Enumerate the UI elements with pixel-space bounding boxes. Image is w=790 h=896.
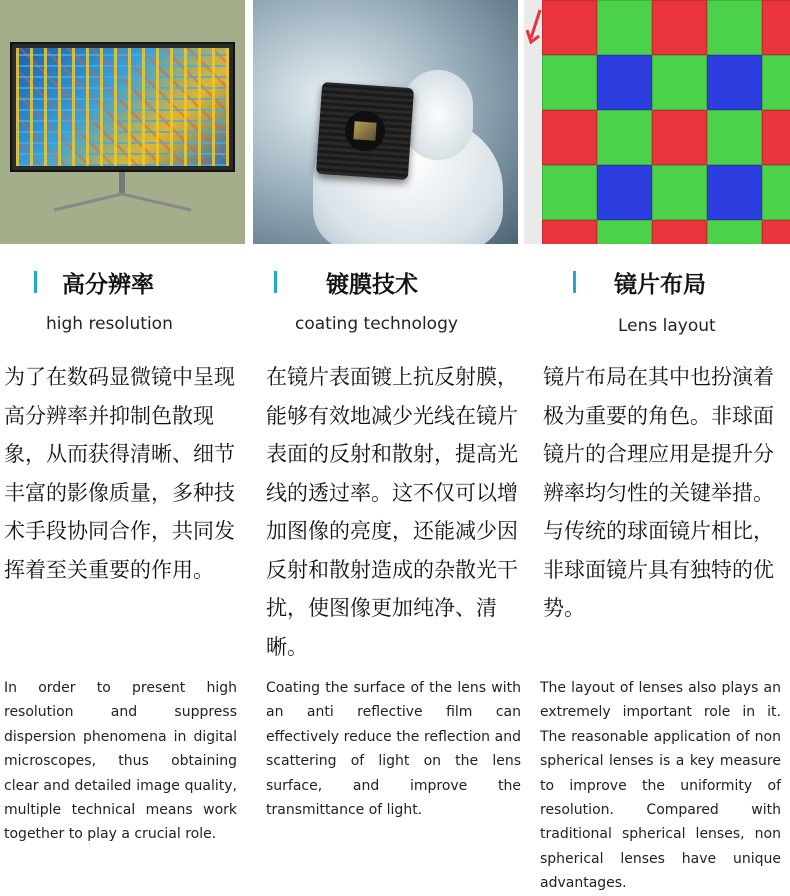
heading-coating-technology bbox=[274, 266, 277, 298]
body-zh: 为了在数码显微镜中呈现高分辨率并抑制色散现象，从而获得清晰、细节丰富的影像质量，多种技术手段协同合作，共同发挥着至关重要的作用。 bbox=[4, 365, 235, 582]
title-zh: 高分辨率 bbox=[62, 272, 154, 298]
accent-bar bbox=[274, 271, 277, 293]
heading-lens-layout bbox=[573, 266, 576, 298]
body-zh: 镜片布局在其中也扮演着极为重要的角色。非球面镜片的合理应用是提升分辨率均匀性的关键举措。与传统的球面镜片相比，非球面镜片具有独特的优势。 bbox=[543, 365, 774, 620]
body-en: Coating the surface of the lens with an anti reflective film can effectively reduce the reflection and scattering of light on the lens surface, and improve the transmittance of light. bbox=[266, 680, 521, 819]
title-en: high resolution bbox=[46, 314, 173, 334]
body-en: In order to present high resolution and suppress dispersion phenomena in digital microscopes, thus obtaining clear and detailed image quality, multiple technical means work together to play a crucial role. bbox=[4, 680, 237, 843]
monitor-icon bbox=[10, 42, 235, 172]
body-zh: 在镜片表面镀上抗反射膜，能够有效地减少光线在镜片表面的反射和散射，提高光线的透过率。这不仅可以增加图像的亮度，还能减少因反射和散射造成的杂散光干扰，使图像更加纯净、清晰。 bbox=[266, 365, 518, 659]
body-en: The layout of lenses also plays an extremely important role in it. The reasonable application of non spherical lenses is a key measure to improve the uniformity of resolution. Compared with traditional spherical lenses, non spherical lenses have unique advantages. bbox=[540, 680, 781, 892]
title-zh: 镀膜技术 bbox=[326, 272, 418, 298]
title-zh: 镜片布局 bbox=[614, 272, 706, 298]
title-en: Lens layout bbox=[618, 316, 716, 336]
arrow-icon bbox=[526, 8, 542, 46]
camera-icon bbox=[316, 82, 414, 180]
column-coating-technology bbox=[253, 0, 518, 244]
title-en: coating technology bbox=[295, 314, 458, 334]
accent-bar bbox=[573, 271, 576, 293]
accent-bar bbox=[34, 271, 37, 293]
monitor-image bbox=[0, 0, 245, 244]
camera-sensor-image bbox=[253, 0, 518, 244]
bayer-grid-image bbox=[524, 0, 790, 244]
column-high-resolution bbox=[0, 0, 245, 244]
heading-high-resolution bbox=[34, 266, 37, 298]
bayer-grid bbox=[542, 0, 790, 244]
column-lens-layout bbox=[524, 0, 790, 244]
